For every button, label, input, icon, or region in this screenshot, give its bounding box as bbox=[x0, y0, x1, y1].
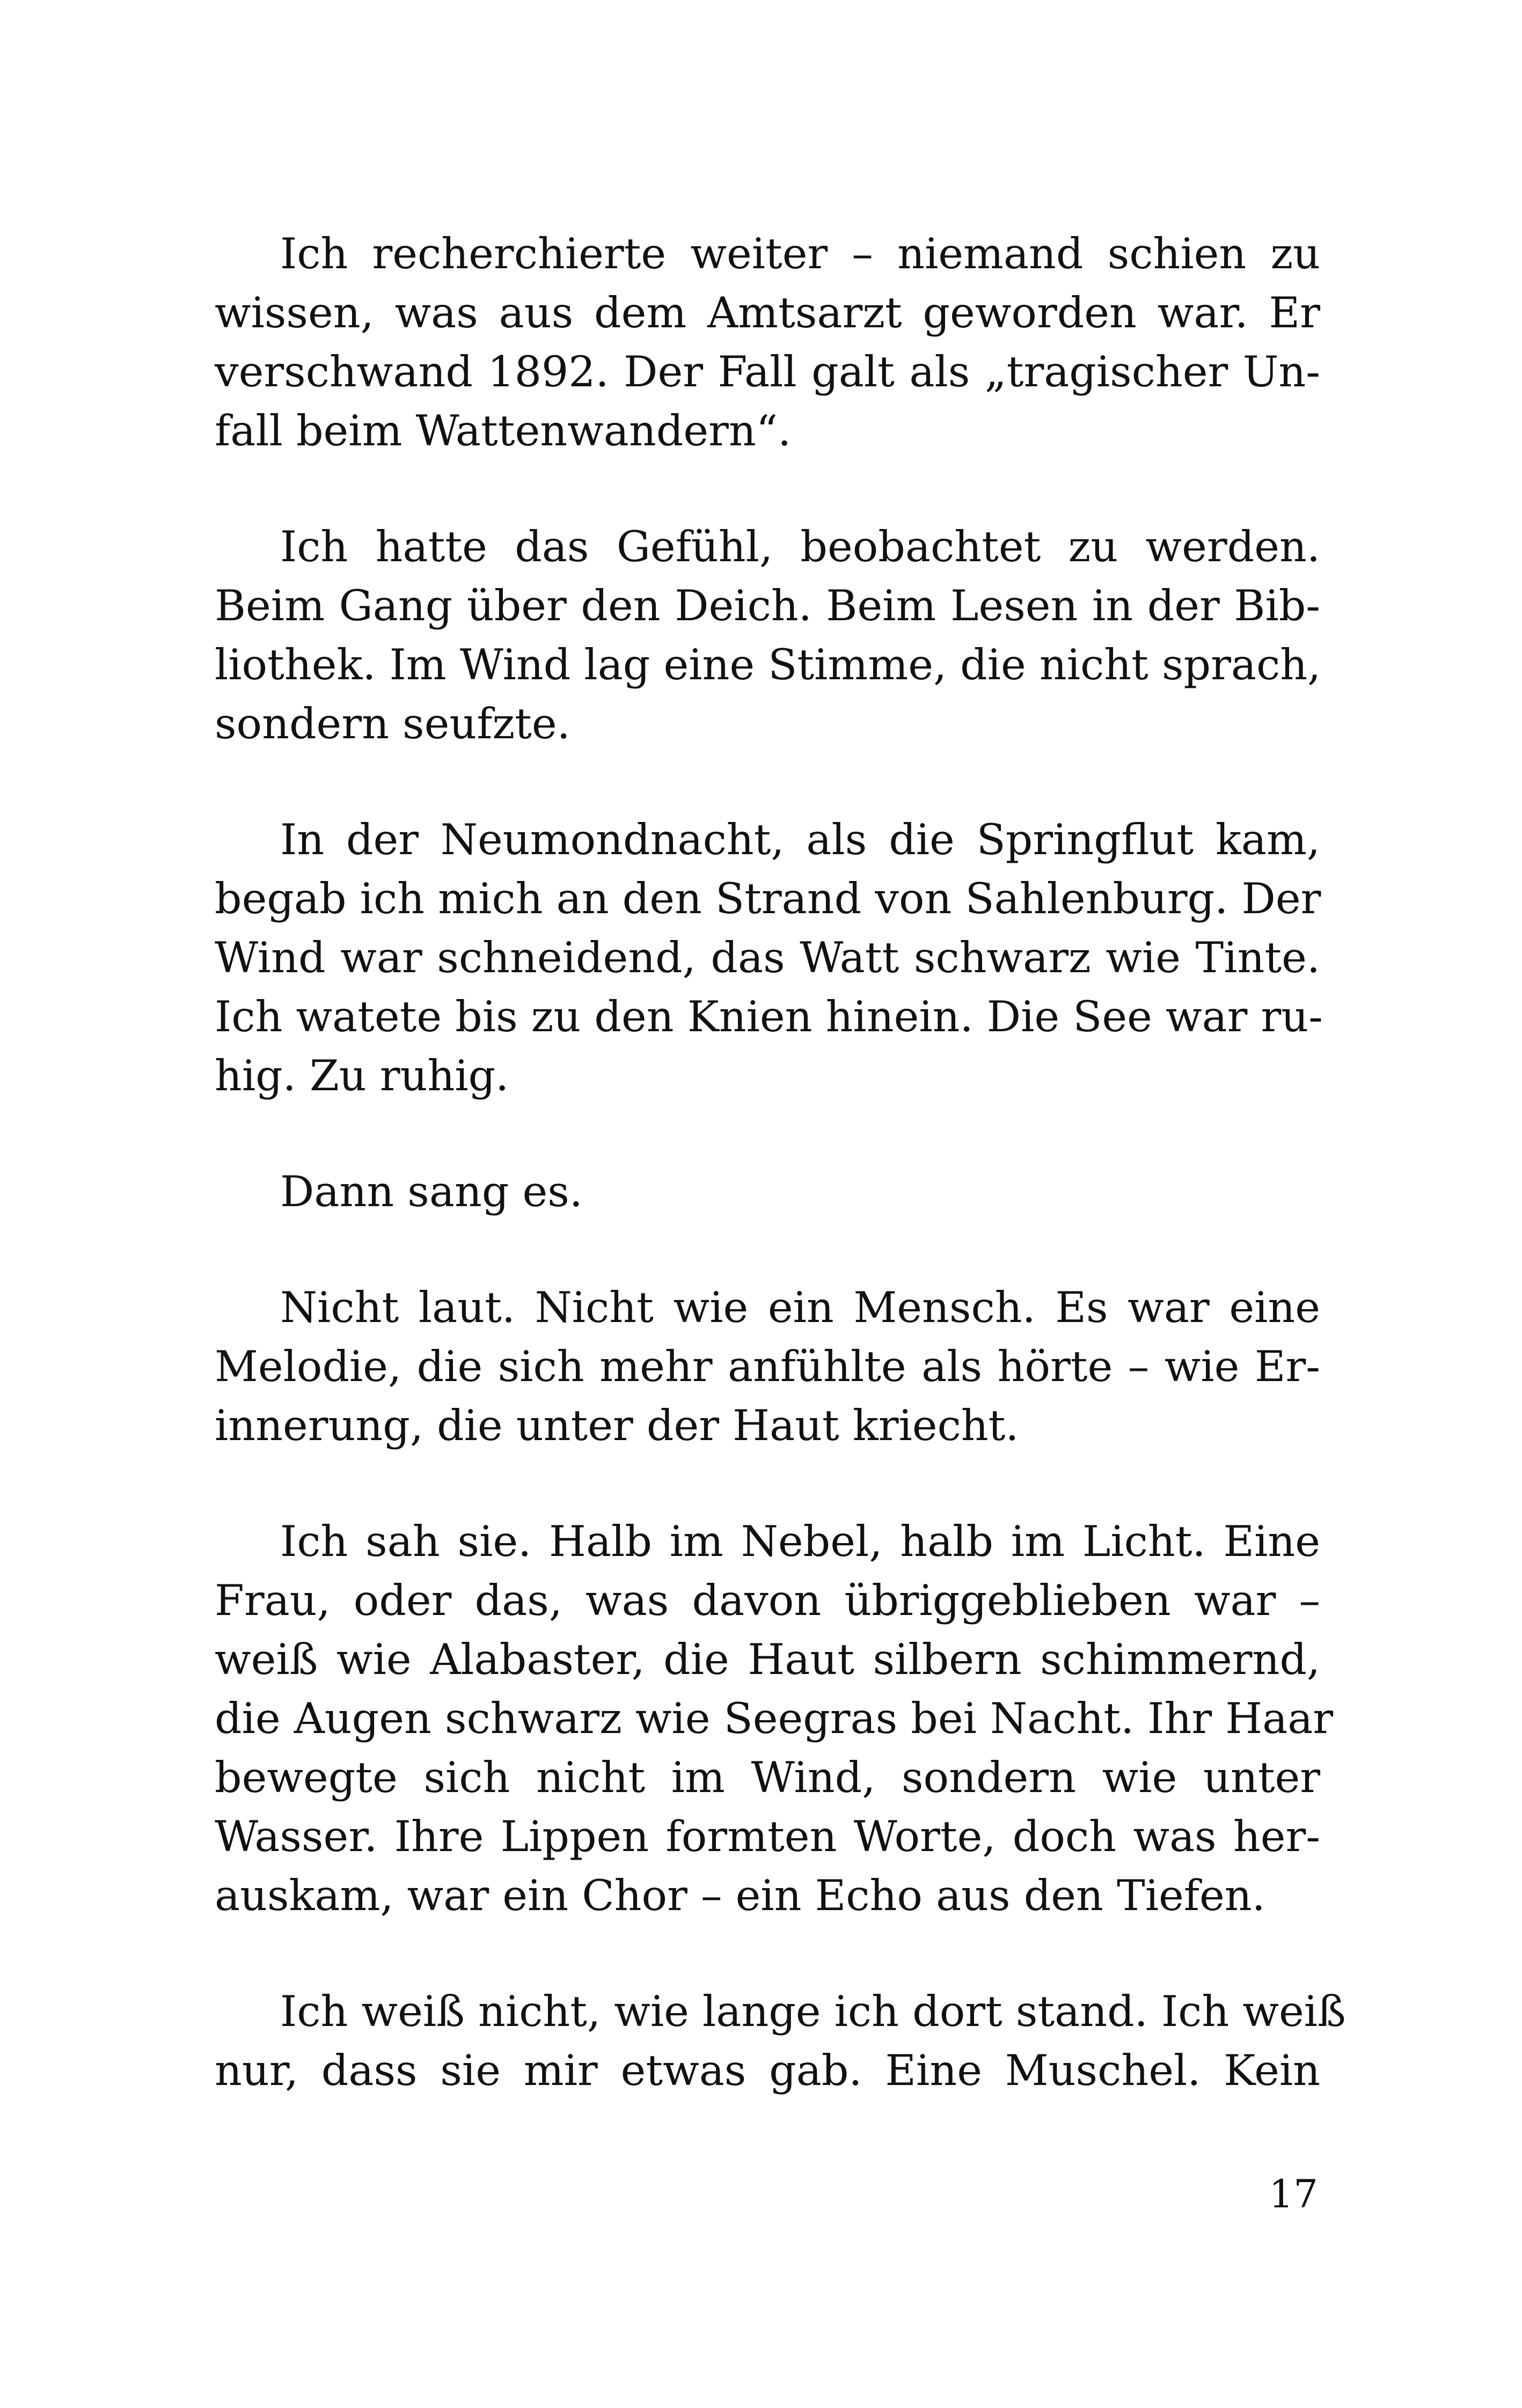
paragraph bbox=[215, 224, 1320, 460]
text-line: Ich sah sie. Halb im Nebel, halb im Licht. Eine bbox=[280, 1517, 1320, 1566]
text-line: die Augen schwarz wie Seegras bei Nacht. Ihr Haar bbox=[215, 1694, 1334, 1743]
text-line: auskam, war ein Chor – ein Echo aus den Tiefen. bbox=[215, 1871, 1265, 1920]
text-line: Frau, oder das, was davon übriggeblieben war – bbox=[215, 1576, 1320, 1625]
paragraph bbox=[215, 1162, 1320, 1221]
page-number: 17 bbox=[1269, 2171, 1318, 2216]
text-line: Nicht laut. Nicht wie ein Mensch. Es war eine bbox=[280, 1283, 1320, 1332]
text-line: bewegte sich nicht im Wind, sondern wie unter bbox=[215, 1753, 1320, 1802]
text-line: hig. Zu ruhig. bbox=[215, 1051, 509, 1100]
paragraph bbox=[215, 1278, 1320, 1455]
paragraph bbox=[215, 810, 1323, 1105]
text-line: begab ich mich an den Strand von Sahlenburg. Der bbox=[215, 874, 1321, 923]
text-line: sondern seufzte. bbox=[215, 699, 570, 748]
text-line: Dann sang es. bbox=[280, 1167, 583, 1216]
text-line: Wind war schneidend, das Watt schwarz wie Tinte. bbox=[215, 933, 1320, 982]
text-line: fall beim Wattenwandern“. bbox=[215, 406, 792, 456]
text-line: wissen, was aus dem Amtsarzt geworden war. Er bbox=[215, 288, 1320, 337]
body-text bbox=[215, 224, 1346, 2157]
text-line: innerung, die unter der Haut kriecht. bbox=[215, 1401, 1019, 1450]
paragraph bbox=[215, 1982, 1346, 2100]
paragraph bbox=[215, 517, 1320, 753]
text-line: Beim Gang über den Deich. Beim Lesen in der Bib- bbox=[215, 581, 1320, 630]
text-line: nur, dass sie mir etwas gab. Eine Muschel. Kein bbox=[215, 2046, 1320, 2095]
paragraph bbox=[215, 1512, 1334, 1925]
text-line: Ich hatte das Gefühl, beobachtet zu werden. bbox=[280, 522, 1320, 571]
text-line: Ich recherchierte weiter – niemand schien zu bbox=[280, 229, 1320, 278]
text-line: liothek. Im Wind lag eine Stimme, die nicht sprach, bbox=[215, 640, 1321, 689]
text-line: Ich watete bis zu den Knien hinein. Die See war ru- bbox=[215, 992, 1323, 1041]
text-line: Melodie, die sich mehr anfühlte als hörte – wie Er- bbox=[215, 1342, 1320, 1391]
text-line: Ich weiß nicht, wie lange ich dort stand. Ich weiß bbox=[280, 1987, 1346, 2036]
text-line: weiß wie Alabaster, die Haut silbern schimmernd, bbox=[215, 1635, 1320, 1684]
text-line: In der Neumondnacht, als die Springflut kam, bbox=[280, 815, 1320, 864]
text-line: Wasser. Ihre Lippen formten Worte, doch was her- bbox=[215, 1812, 1320, 1861]
text-line: verschwand 1892. Der Fall galt als „tragischer Un- bbox=[215, 347, 1320, 397]
